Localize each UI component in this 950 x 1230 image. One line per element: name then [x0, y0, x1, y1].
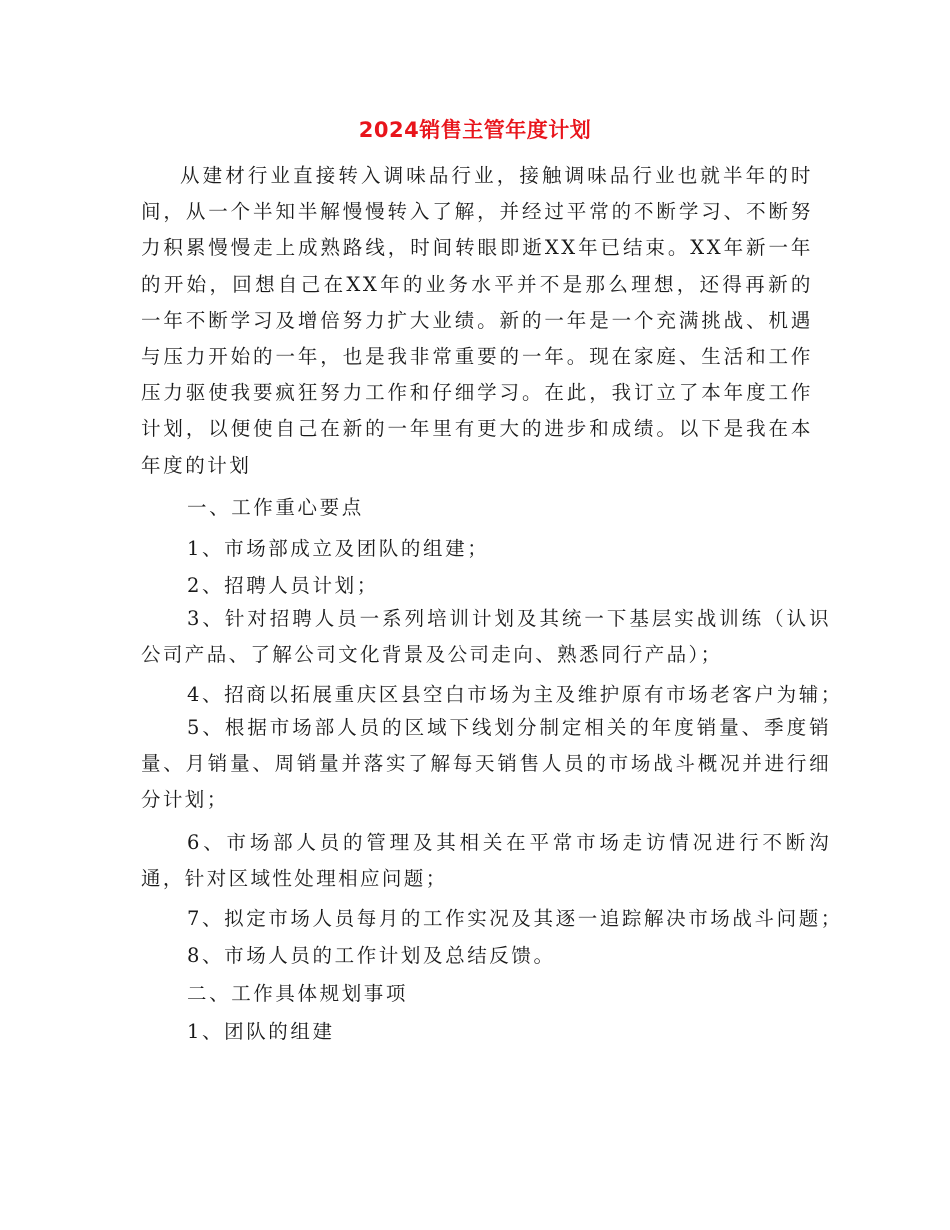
list-item: 4、招商以拓展重庆区县空白市场为主及维护原有市场老客户为辅；	[187, 683, 843, 706]
list-item: 1、团队的组建	[187, 1020, 335, 1043]
list-item: 1、市场部成立及团队的组建；	[187, 537, 490, 560]
list-item: 2、招聘人员计划；	[187, 574, 379, 597]
list-item: 5、根据市场部人员的区域下线划分制定相关的年度销量、季度销量、月销量、周销量并落实了解每天销售人员的市场战斗概况并进行细分计划；	[141, 716, 831, 812]
list-item: 8、市场人员的工作计划及总结反馈。	[187, 944, 556, 967]
list-item: 3、针对招聘人员一系列培训计划及其统一下基层实战训练（认识公司产品、了解公司文化背景及公司走向、熟悉同行产品）；	[141, 607, 831, 667]
section-heading-2: 二、工作具体规划事项	[187, 982, 409, 1005]
list-item: 6、市场部人员的管理及其相关在平常市场走访情况进行不断沟通，针对区域性处理相应问题；	[141, 831, 831, 891]
section-heading-1: 一、工作重心要点	[187, 496, 364, 519]
list-item: 7、拟定市场人员每月的工作实况及其逐一追踪解决市场战斗问题；	[187, 907, 843, 930]
document-title: 2024销售主管年度计划	[358, 118, 592, 142]
intro-paragraph: 从建材行业直接转入调味品行业，接触调味品行业也就半年的时间，从一个半知半解慢慢转入了解，并经过平常的不断学习、不断努力积累慢慢走上成熟路线，时间转眼即逝XX年已结束。XX年新一年的开始，回想自己在XX年的业务水平并不是那么理想，还得再新的一年不断学习及增倍努力扩大业绩。新的一年是一个充满挑战、机遇与压力开始的一年，也是我非常重要的一年。现在家庭、生活和工作压力驱使我要疯狂努力工作和仔细学习。在此，我订立了本年度工作计划，以便使自己在新的一年里有更大的进步和成绩。以下是我在本年度的计划	[141, 164, 813, 477]
